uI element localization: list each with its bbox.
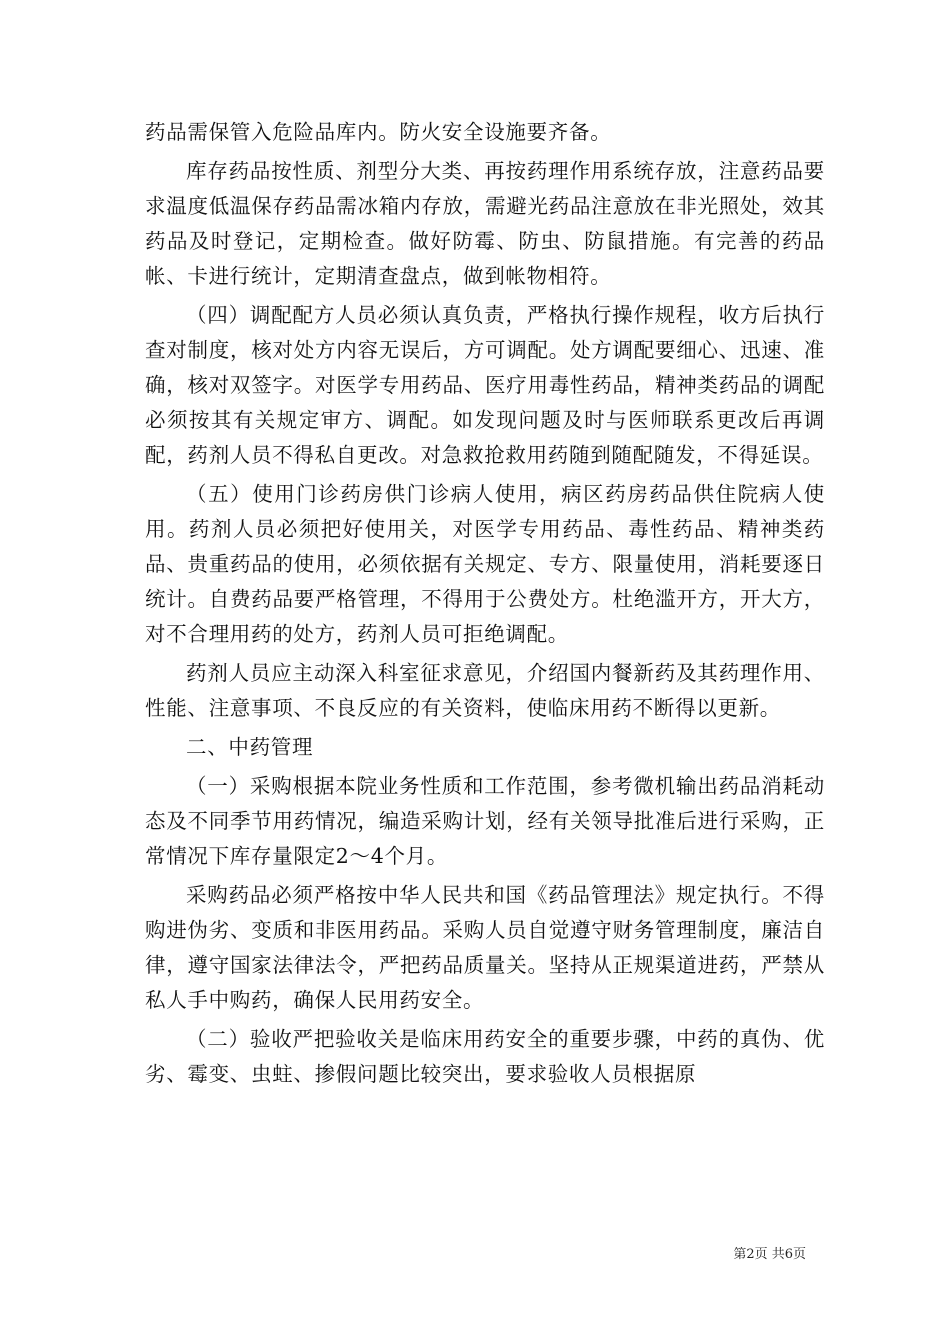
paragraph-8: （二）验收严把验收关是临床用药安全的重要步骤，中药的真伪、优劣、霉变、虫蛀、掺假问题比较突出，要求验收人员根据原 [145, 1027, 825, 1086]
paragraph-5: 药剂人员应主动深入科室征求意见，介绍国内餐新药及其药理作用、性能、注意事项、不良反应的有关资料，使临床用药不断得以更新。 [145, 661, 825, 720]
document-body [145, 115, 825, 1096]
paragraph-1: 药品需保管入危险品库内。防火安全设施要齐备。 [145, 120, 612, 144]
section-heading: 二、中药管理 [186, 735, 314, 759]
paragraph-2: 库存药品按性质、剂型分大类、再按药理作用系统存放，注意药品要求温度低温保存药品需冰箱内存放，需避光药品注意放在非光照处，效其药品及时登记，定期检查。做好防霉、防虫、防鼠措施。有完善的药品帐、卡进行统计，定期清查盘点，做到帐物相符。 [145, 159, 825, 288]
page-number: 第2页 共6页 [733, 1247, 806, 1262]
paragraph-6: （一）采购根据本院业务性质和工作范围，参考微机输出药品消耗动态及不同季节用药情况，编造采购计划，经有关领导批准后进行采购，正常情况下库存量限定2～4个月。 [145, 774, 825, 868]
paragraph-4: （五）使用门诊药房供门诊病人使用，病区药房药品供住院病人使用。药剂人员必须把好使用关，对医学专用药品、毒性药品、精神类药品、贵重药品的使用，必须依据有关规定、专方、限量使用，消耗要逐日统计。自费药品要严格管理，不得用于公费处方。杜绝滥开方，开大方，对不合理用药的处方，药剂人员可拒绝调配。 [145, 482, 825, 646]
paragraph-3: （四）调配配方人员必须认真负责，严格执行操作规程，收方后执行查对制度，核对处方内容无误后，方可调配。处方调配要细心、迅速、准确，核对双签字。对医学专用药品、医疗用毒性药品，精神类药品的调配必须按其有关规定审方、调配。如发现问题及时与医师联系更改后再调配，药剂人员不得私自更改。对急救抢救用药随到随配随发，不得延误。 [145, 303, 825, 467]
paragraph-7: 采购药品必须严格按中华人民共和国《药品管理法》规定执行。不得购进伪劣、变质和非医用药品。采购人员自觉遵守财务管理制度，廉洁自律，遵守国家法律法令，严把药品质量关。坚持从正规渠道进药，严禁从私人手中购药，确保人民用药安全。 [145, 883, 825, 1012]
